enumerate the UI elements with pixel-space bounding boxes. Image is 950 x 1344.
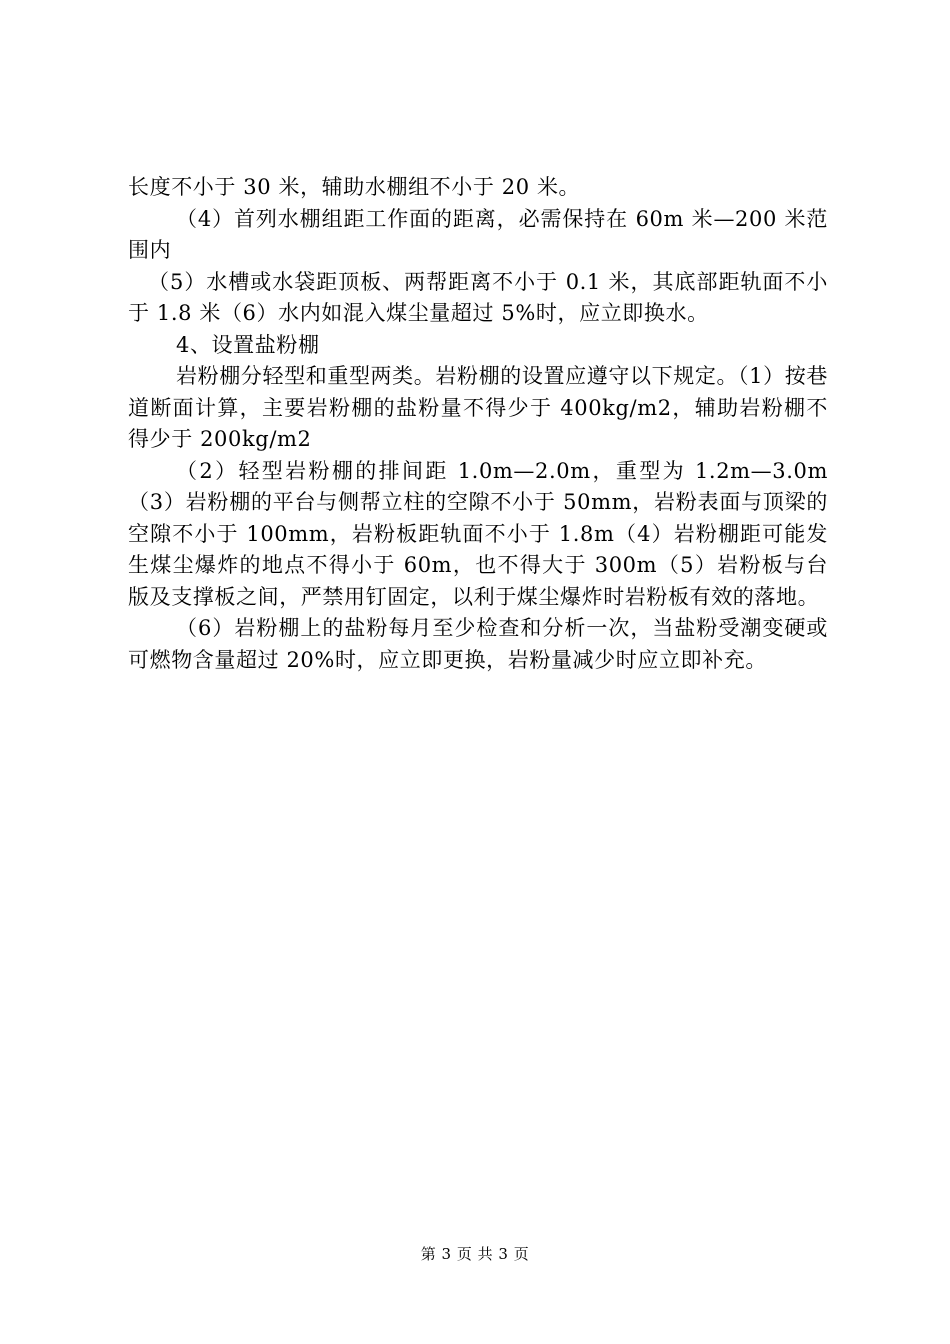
paragraph-item-5-6: （5）水槽或水袋距顶板、两帮距离不小于 0.1 米，其底部距轨面不小于 1.8 米（6）水内如混入煤尘量超过 5%时，应立即换水。 xyxy=(128,269,828,325)
paragraph-rock-powder-items-2-5: （2）轻型岩粉棚的排间距 1.0m—2.0m，重型为 1.2m—3.0m（3）岩粉棚的平台与侧帮立柱的空隙不小于 50mm，岩粉表面与顶梁的空隙不小于 100mm，岩粉板距轨面不小于 1.8m（4）岩粉棚距可能发生煤尘爆炸的地点不得小于 60m，也不得大于 300m（5）岩粉板与台版及支撑板之间，严禁用钉固定，以利于煤尘爆炸时岩粉板有效的落地。 xyxy=(128,458,828,609)
section-heading-salt-powder-shed: 4、设置盐粉棚 xyxy=(176,332,320,357)
paragraph-rock-powder-intro: 岩粉棚分轻型和重型两类。岩粉棚的设置应遵守以下规定。（1）按巷道断面计算，主要岩粉棚的盐粉量不得少于 400kg/m2，辅助岩粉棚不得少于 200kg/m2 xyxy=(128,364,828,451)
page-footer: 第 3 页 共 3 页 xyxy=(420,1245,530,1263)
paragraph-item-4: （4）首列水棚组距工作面的距离，必需保持在 60m 米—200 米范围内 xyxy=(128,206,828,262)
paragraph-rock-powder-item-6: （6）岩粉棚上的盐粉每月至少检查和分析一次，当盐粉受潮变硬或可燃物含量超过 20%时，应立即更换，岩粉量减少时应立即补充。 xyxy=(128,616,828,672)
document-body xyxy=(128,172,828,676)
paragraph-water-shed-length: 长度不小于 30 米，辅助水棚组不小于 20 米。 xyxy=(128,175,581,199)
